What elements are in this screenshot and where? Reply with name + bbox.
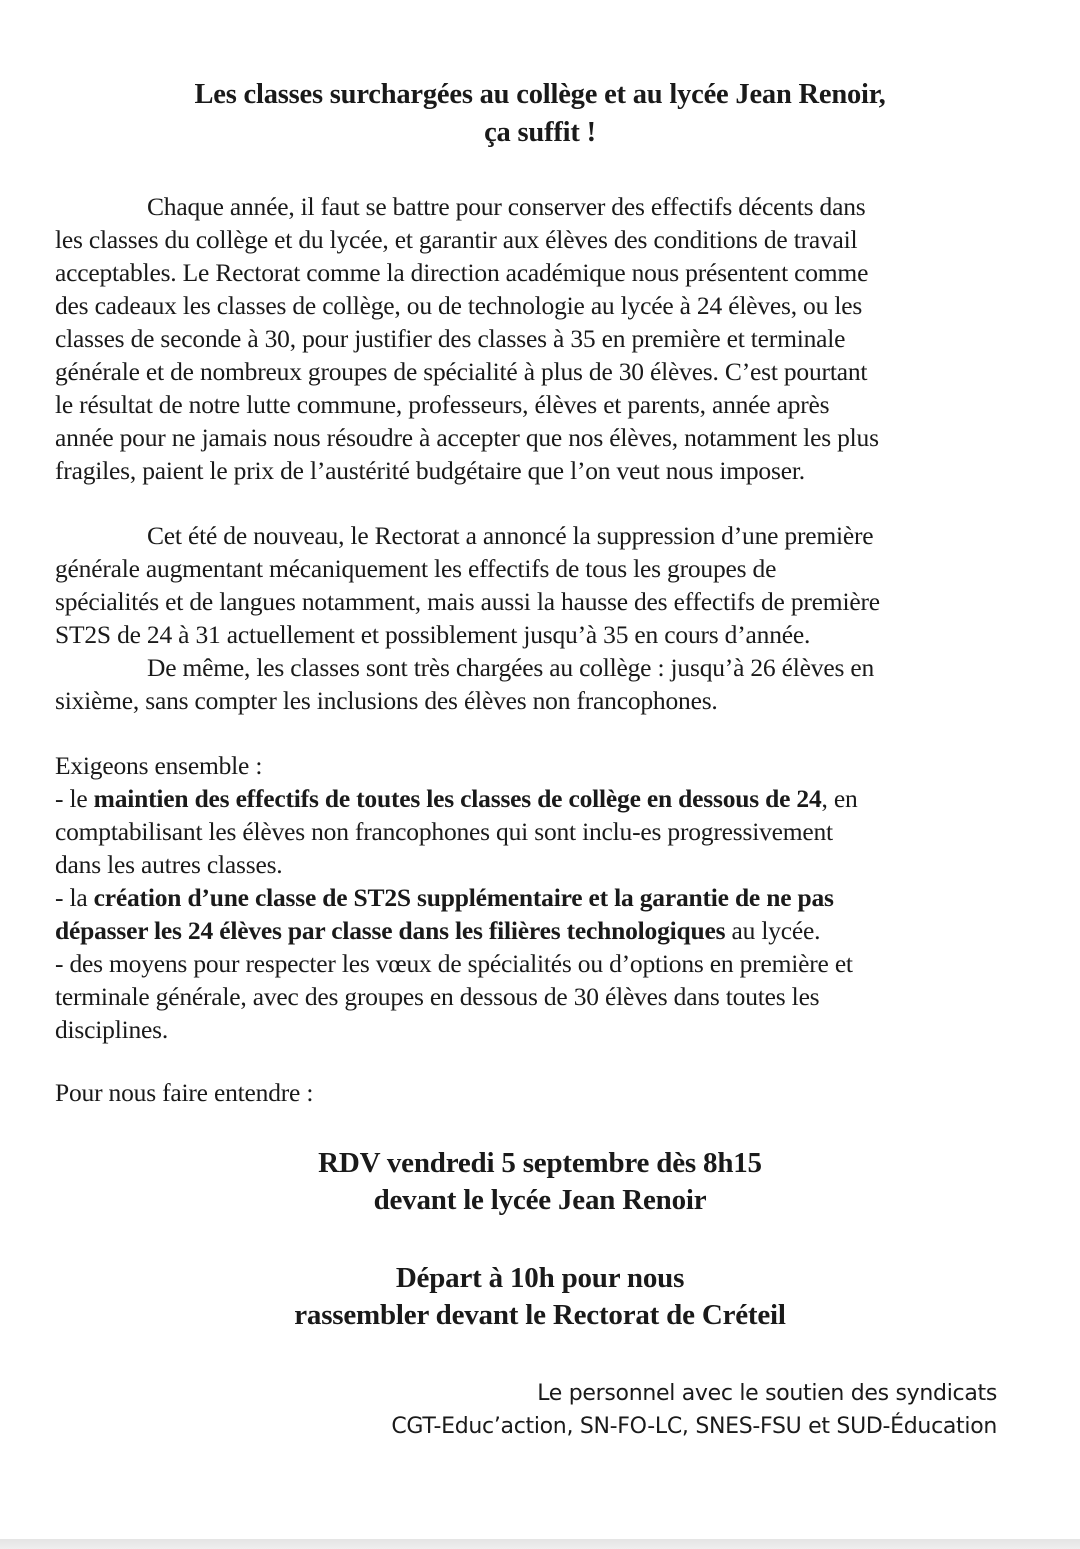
signature-line-1: Le personnel avec le soutien des syndicats [537,1381,997,1406]
signature-line-2: CGT-Educ’action, SN-FO-LC, SNES-FSU et SUD-Éducation [391,1414,997,1439]
text-fragment: , en [821,784,858,813]
text-line: générale et de nombreux groupes de spécialité à plus de 30 élèves. C’est pourtant [55,357,868,386]
rendezvous-line-2: devant le lycée Jean Renoir [373,1184,707,1216]
rendezvous-block [0,1145,1080,1219]
document-title [0,76,1080,152]
text-line: disciplines. [55,1015,169,1044]
title-line-1: Les classes surchargées au collège et au lycée Jean Renoir, [194,79,886,110]
emphasis: création d’une classe de ST2S supplémentaire et la garantie de ne pas [93,883,834,912]
text-line: classes de seconde à 30, pour justifier des classes à 35 en première et terminale [55,324,846,353]
text-line [55,914,1015,947]
text-line: ST2S de 24 à 31 actuellement et possiblement jusqu’à 35 en cours d’année. [55,620,811,649]
text-line: fragiles, paient le prix de l’austérité budgétaire que l’on veut nous imposer. [55,456,805,485]
text-line: Cet été de nouveau, le Rectorat a annoncé la suppression d’une première [147,521,874,550]
text-fragment: au lycée. [725,916,821,945]
signature-block [391,1377,997,1443]
emphasis: dépasser les 24 élèves par classe dans les filières technologiques [55,916,726,945]
demand-item-1 [55,782,1015,815]
text-line: Chaque année, il faut se battre pour conserver des effectifs décents dans [147,192,866,221]
departure-block [0,1260,1080,1334]
demands-list [55,749,1015,1046]
text-line: dans les autres classes. [55,850,283,879]
text-line: les classes du collège et du lycée, et garantir aux élèves des conditions de travail [55,225,858,254]
text-fragment: - la [55,883,94,912]
text-line: année pour ne jamais nous résoudre à accepter que nos élèves, notamment les plus [55,423,879,452]
text-line: sixième, sans compter les inclusions des élèves non francophones. [55,686,718,715]
text-line: spécialités et de langues notamment, mais aussi la hausse des effectifs de première [55,587,880,616]
text-line: générale augmentant mécaniquement les effectifs de tous les groupes de [55,554,777,583]
title-line-2: ça suffit ! [484,117,596,148]
departure-line-2: rassembler devant le Rectorat de Créteil [294,1299,786,1331]
text-line: comptabilisant les élèves non francophones qui sont inclu-es progressivement [55,817,833,846]
text-line: des cadeaux les classes de collège, ou de technologie au lycée à 24 élèves, ou les [55,291,863,320]
text-line: De même, les classes sont très chargées au collège : jusqu’à 26 élèves en [147,653,875,682]
emphasis: maintien des effectifs de toutes les classes de collège en dessous de 24 [93,784,822,813]
text-line: le résultat de notre lutte commune, professeurs, élèves et parents, année après [55,390,830,419]
text-fragment: - le [55,784,94,813]
departure-line-1: Départ à 10h pour nous [395,1262,685,1294]
text-line: terminale générale, avec des groupes en dessous de 30 élèves dans toutes les [55,982,820,1011]
paragraph-intro [55,190,1015,487]
call-to-action [55,1076,1015,1109]
text-line: acceptables. Le Rectorat comme la direction académique nous présentent comme [55,258,869,287]
demands-intro: Exigeons ensemble : [55,751,263,780]
paragraph-summer-announcement [55,519,1015,717]
text-line: Pour nous faire entendre : [55,1078,314,1107]
page-bottom-edge [0,1539,1080,1549]
demand-item-2 [55,881,1015,914]
demand-item-3: - des moyens pour respecter les vœux de spécialités ou d’options en première et [55,949,853,978]
rendezvous-line-1: RDV vendredi 5 septembre dès 8h15 [318,1147,762,1179]
